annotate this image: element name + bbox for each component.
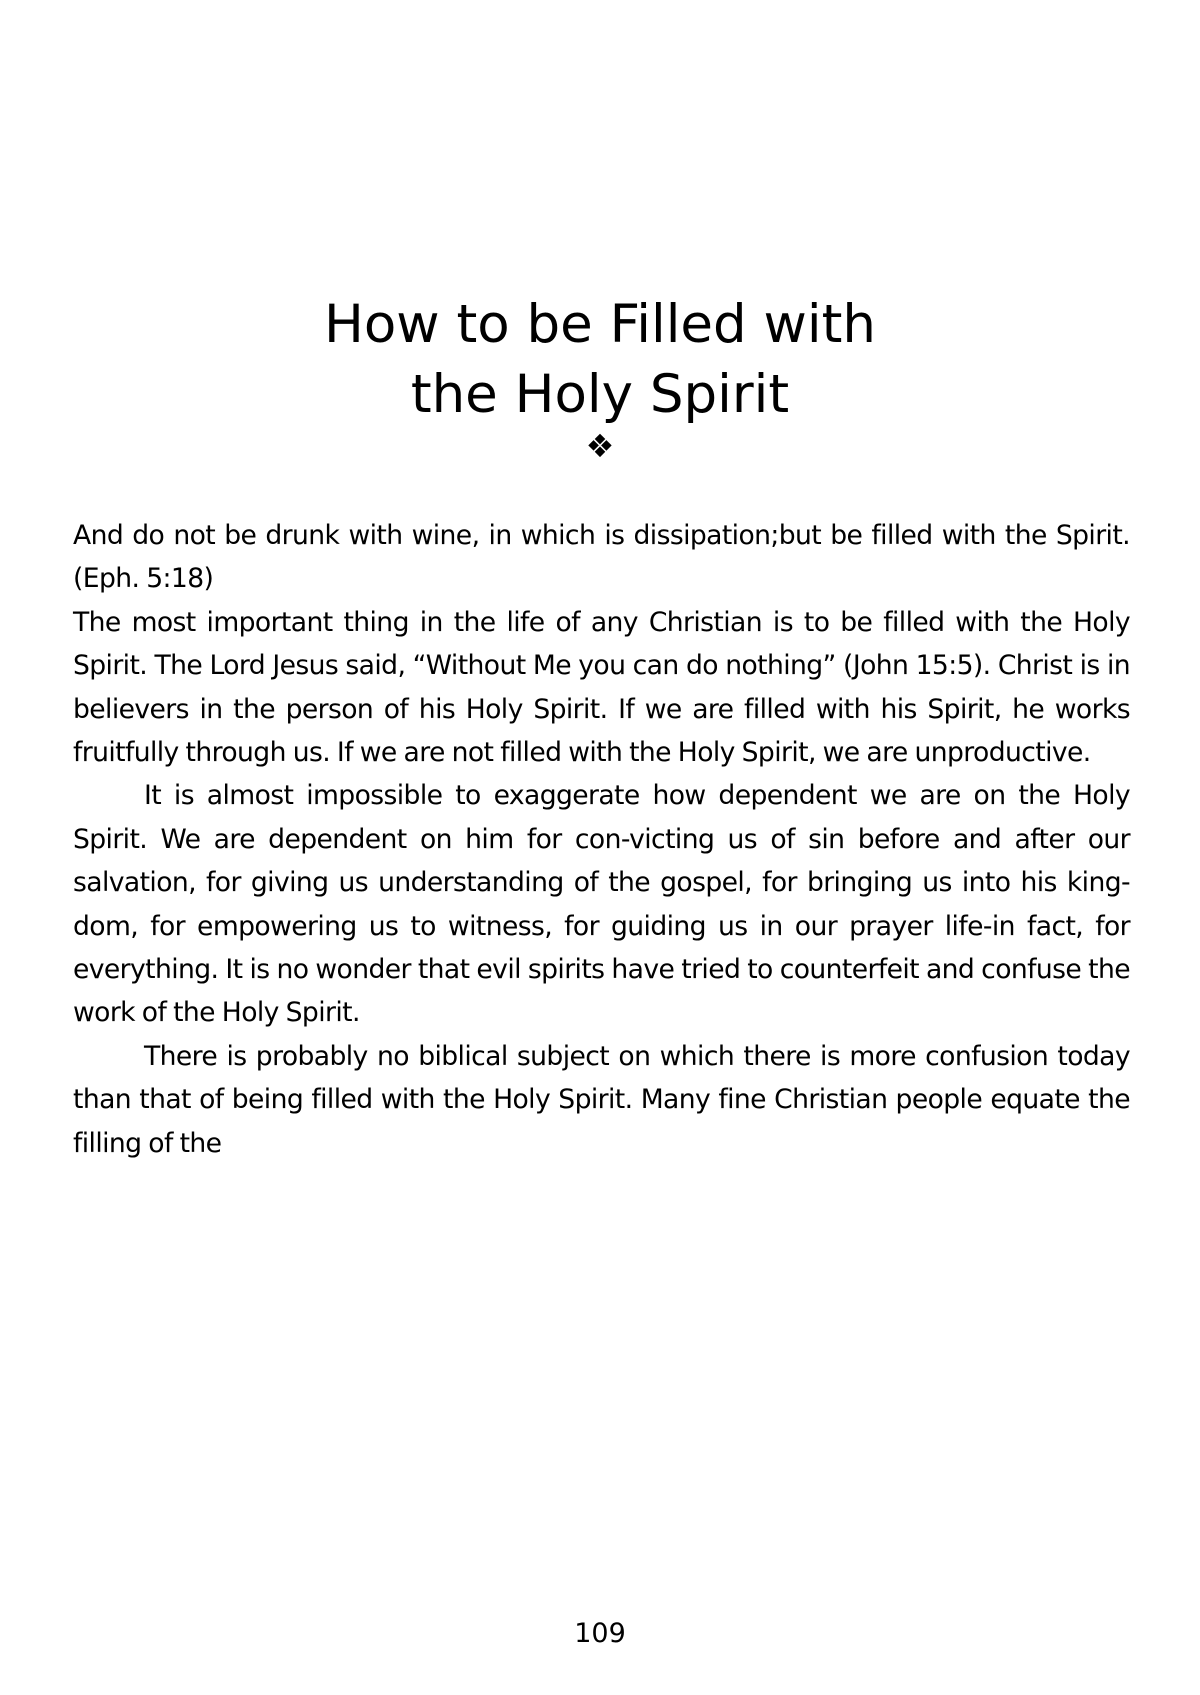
epigraph-paragraph: And do not be drunk with wine, in which is dissipation;but be filled with the Spirit. (Eph. 5:18) [73,520,1130,595]
body-paragraph: There is probably no biblical subject on which there is more confusion today than that of being filled with the Holy Spirit. Many fine Christian people equate the filling of the [73,1040,1130,1159]
body-text [73,514,1130,1165]
page-title-line-1: How to be Filled with [324,294,876,355]
four-diamond-ornament-icon: ❖ [585,427,615,465]
body-paragraph: It is almost impossible to exaggerate how dependent we are on the Holy Spirit. We are dependent on him for con-victing us of sin before and after our salvation, for giving us understanding of the gospel, for bringing us into his king-dom, for empowering us to witness, for guiding us in our prayer life-in fact, for everything. It is no wonder that evil spirits have tried to counterfeit and confuse the work of the Holy Spirit. [73,780,1130,1029]
page-number: 109 [574,1618,626,1649]
page-title-line-2: the Holy Spirit [410,364,790,425]
body-paragraph: The most important thing in the life of any Christian is to be filled with the Holy Spirit. The Lord Jesus said, “Without Me you can do nothing” (John 15:5). Christ is in believers in the person of his Holy Spirit. If we are filled with his Spirit, he works fruitfully through us. If we are not filled with the Holy Spirit, we are unproductive. [73,606,1130,769]
page-title [0,290,1200,430]
